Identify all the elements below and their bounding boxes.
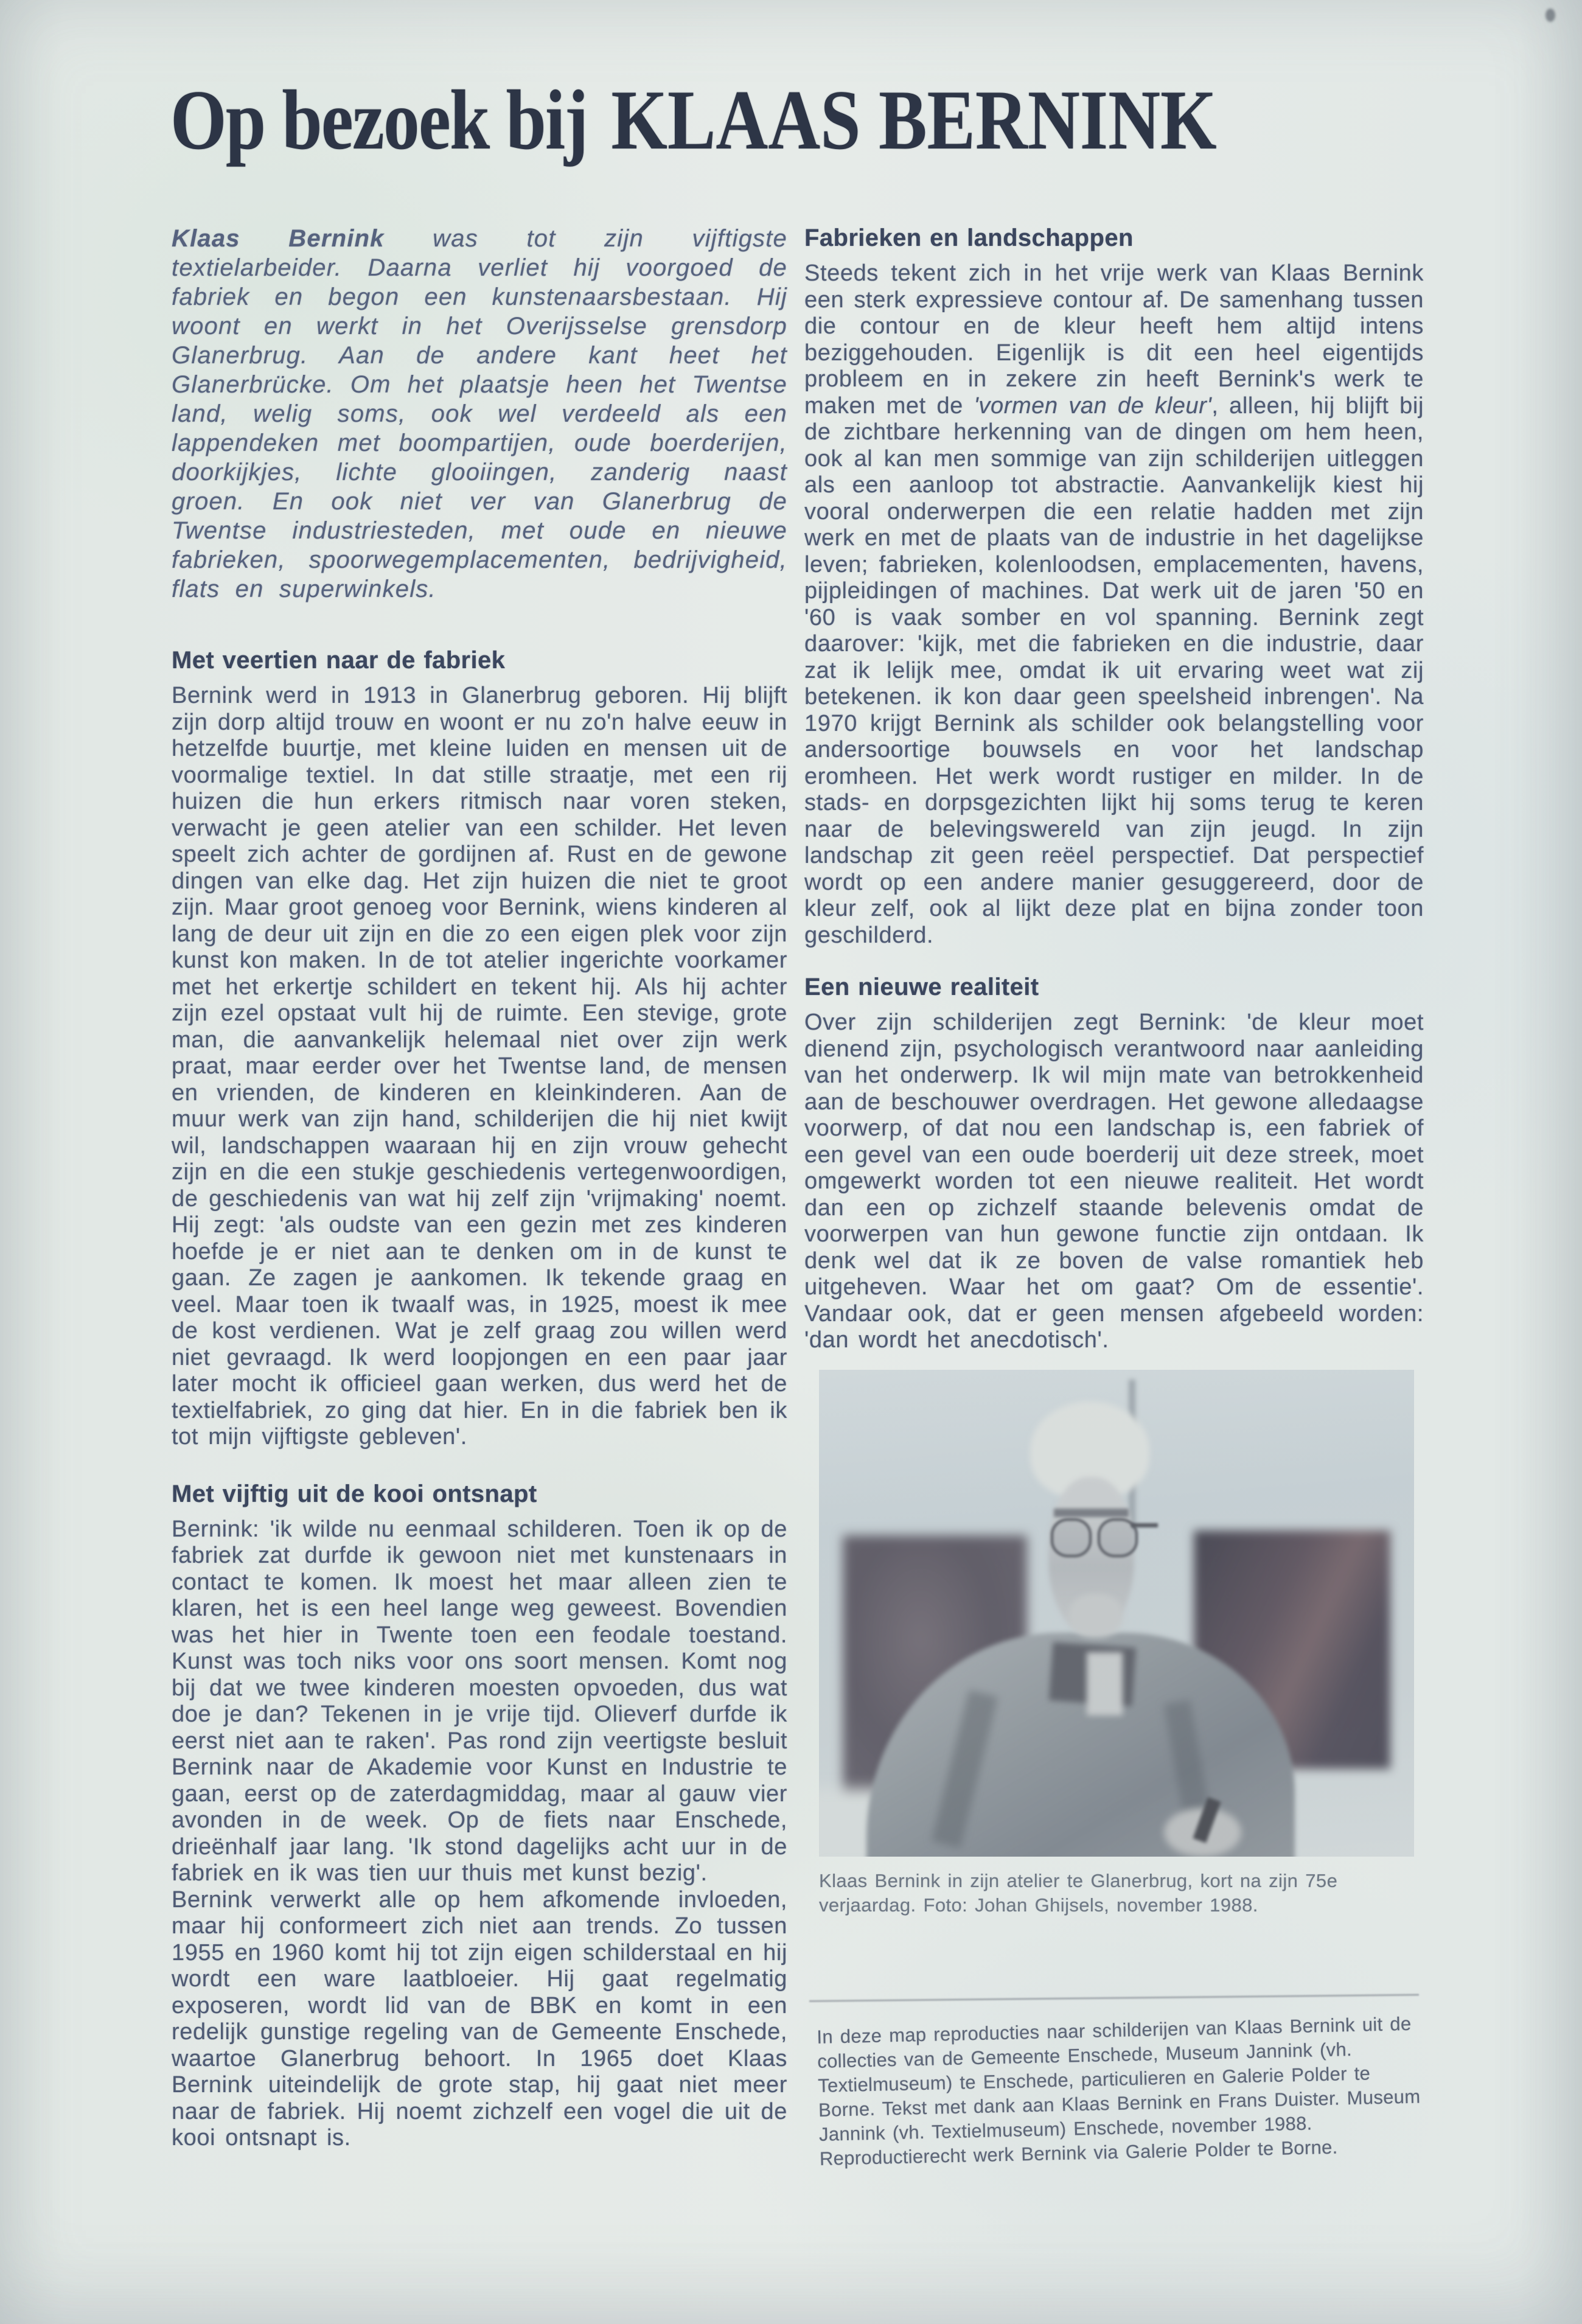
paragraph-nieuwe-realiteit: Over zijn schilderijen zegt Bernink: 'de kleur moet dienend zijn, psychologisch verantwoord naar aanleiding van het onderwerp. Ik wil mijn mate van betrokkenheid aan de beschouwer overdragen. Het gewone alledaagse voorwerp, of dat nou een landschap is, een fabriek of een gevel van een oude boerderij uit deze streek, moet omgewerkt worden tot een nieuwe realiteit. Het wordt dan een op zichzelf staande belevenis omdat de voorwerpen van hun gewone functie zijn ontdaan. Ik denk wel dat ik ze boven de valse romantiek heb uitgeheven. Waar het om gaat? Om de essentie'. Vandaar ook, dat er geen mensen afgebeeld worden: 'dan wordt het anecdotisch'.	[804, 1010, 1424, 1353]
intro-lead: Klaas Bernink	[172, 225, 385, 252]
paragraph-fabrieken-italic: 'vormen van de kleur'	[974, 393, 1212, 419]
left-column	[172, 224, 787, 2152]
divider-rule	[809, 1994, 1419, 2001]
scan-speck	[1545, 9, 1555, 22]
section-heading-met-veertien: Met veertien naar de fabriek	[172, 647, 506, 674]
paragraph-laatbloeier: Bernink verwerkt alle op hem afkomende invloeden, maar hij conformeert zich niet aan trends. Zo tussen 1955 en 1960 komt hij tot zijn eigen schilderstaal en hij wordt een ware laatbloeier. Hij gaat regelmatig exposeren, wordt lid van de BBK en komt in een redelijk gunstige regeling van de Gemeente Enschede, waartoe Glanerbrug behoort. In 1965 doet Klaas Bernink uiteindelijk de grote stap, hij gaat niet meer naar de fabriek. Hij noemt zichzelf een vogel die uit de kooi ontsnapt is.	[172, 1886, 787, 2151]
section-heading-met-vijftig: Met vijftig uit de kooi ontsnapt	[172, 1480, 537, 1507]
paragraph-fabrieken-start: Steeds tekent zich in het vrije werk van Klaas Bernink een sterk expressieve contour af. De samenhang tussen die contour en de kleur heeft hem altijd intens beziggehouden. Eigenlijk is dit een heel eigentijds probleem en in zekere zin heeft Bernink's werk te maken met de	[804, 260, 1424, 419]
paragraph-met-veertien: Bernink werd in 1913 in Glanerbrug geboren. Hij blijft zijn dorp altijd trouw en woont er nu zo'n halve eeuw in hetzelfde buurtje, met kleine luiden en mensen uit de voormalige textiel. In dat stille straatje, met een rij huizen die hun erkers ritmisch naar voren steken, verwacht je geen atelier van een schilder. Het leven speelt zich achter de gordijnen af. Rust en de gewone dingen van elke dag. Het zijn huizen die niet te groot zijn. Maar groot genoeg voor Bernink, wiens kinderen al lang de deur uit zijn en die zo een eigen plek voor zijn kunst kon maken. In de tot atelier ingerichte voorkamer met het erkertje schildert en tekent hij. Als hij achter zijn ezel opstaat vult hij de ruimte. Een stevige, grote man, die aanvankelijk helemaal niet over zijn werk praat, maar eerder over het Twentse land, de mensen en vrienden, de kinderen en kleinkinderen. Aan de muur werk van zijn hand, schilderijen die hij niet kwijt wil, landschappen waaraan hij en zijn vrouw gehecht zijn en die een stukje geschiedenis vertegenwoordigen, de geschiedenis van wat hij zelf zijn 'vrijmaking' noemt. Hij zegt: 'als oudste van een gezin met zes kinderen hoefde je er niet aan te denken om in de kunst te gaan. Ze zagen je aankomen. Ik tekende graag en veel. Maar toen ik twaalf was, in 1925, moest ik mee de kost verdienen. Wat je zelf graag zou willen werd niet gevraagd. Ik werd loopjongen en een paar jaar later mocht ik officieel gaan werken, dus werd het de textielfabriek, zo ging dat hier. En in die fabriek ben ik tot mijn vijftigste gebleven'.	[172, 683, 787, 1450]
photo-caption: Klaas Bernink in zijn atelier te Glanerbrug, kort na zijn 75e verjaardag. Foto: Johan Ghijsels, november 1988.	[819, 1869, 1338, 1916]
title-text-caps: KLAAS BERNINK	[611, 73, 1217, 167]
photo-tint-overlay	[819, 1370, 1414, 1857]
section-heading-fabrieken: Fabrieken en landschappen	[804, 225, 1134, 251]
colophon-text: In deze map reproducties naar schilderijen van Klaas Bernink uit de collecties van de Gemeente Enschede, Museum Jannink (vh. Textielmuseum) te Enschede, particulieren en Galerie Polder te Borne. Tekst met dank aan Klaas Bernink en Frans Duister. Museum Jannink (vh. Textielmuseum) Enschede, november 1988. Reproductierecht werk Bernink via Galerie Polder te Borne.	[817, 2012, 1421, 2169]
intro-paragraph	[172, 224, 787, 604]
portrait-photo	[819, 1370, 1414, 1857]
paragraph-met-vijftig: Bernink: 'ik wilde nu eenmaal schilderen. Toen ik op de fabriek zat durfde ik gewoon niet met kunstenaars in contact te komen. Ik moest het maar alleen zien te klaren, het is een heel lange weg geweest. Bovendien was het hier in Twente toen een feodale toestand. Kunst was toch niks voor ons soort mensen. Komt nog bij dat we twee kinderen moesten opvoeden, dus wat doe je dan? Tekenen in je vrije tijd. Olieverf durfde ik eerst niet aan te raken'. Pas rond zijn veertigste besluit Bernink naar de Akademie voor Kunst en Industrie te gaan, eerst op de zaterdagmiddag, maar al gauw vier avonden in de week. Op de fiets naar Enschede, drieënhalf jaar lang. 'Ik stond dagelijks acht uur in de fabriek en ik was tien uur thuis met kunst bezig'.	[172, 1516, 787, 1886]
section-heading-nieuwe-realiteit: Een nieuwe realiteit	[804, 974, 1039, 1000]
intro-rest: was tot zijn vijftigste textielarbeider. Daarna verliet hij voorgoed de fabriek en begon een kunstenaarsbestaan. Hij woont en werkt in het Overijsselse grensdorp Glanerbrug. Aan de andere kant heet het Glanerbrücke. Om het plaatsje heen het Twentse land, welig soms, ook wel verdeeld als een lappendeken met boompartijen, oude boerderijen, doorkijkjes, lichte glooiingen, zanderig naast groen. En ook niet ver van Glanerbrug de Twentse industriesteden, met oude en nieuwe fabrieken, spoorwegemplacementen, bedrijvigheid, flats en superwinkels.	[172, 225, 787, 602]
paragraph-fabrieken-end: , alleen, hij blijft bij de zichtbare herkenning van de dingen om hem heen, ook al kan men sommige van zijn schilderijen uitleggen als een aanloop tot abstractie. Aanvankelijk kiest hij vooral onderwerpen die een relatie hadden met zijn werk en met de plaats van de industrie in het dagelijkse leven; fabrieken, kolenloodsen, emplacementen, havens, pijpleidingen of machines. Dat werk uit de jaren '50 en '60 is vaak somber en vol spanning. Bernink zegt daarover: 'kijk, met die fabrieken en die industrie, daar zat ik lelijk mee, omdat ik uit ervaring weet wat zij betekenen. ik kon daar geen speelsheid inbrengen'. Na 1970 krijgt Bernink als schilder ook belangstelling voor andersoortige bouwsels en voor het landschap eromheen. Het werk wordt rustiger en milder. In de stads- en dorpsgezichten lijkt hij soms terug te keren naar de belevingswereld van zijn jeugd. In zijn landschap zit geen reëel perspectief. Dat perspectief wordt op een andere manier gesuggereerd, door de kleur zelf, ook al lijkt deze plat en bijna zonder toon geschilderd.	[804, 393, 1424, 948]
title-text-regular: Op bezoek bij	[170, 73, 588, 167]
right-column	[804, 224, 1424, 2171]
paragraph-fabrieken	[804, 260, 1424, 949]
page-title	[170, 73, 1217, 167]
